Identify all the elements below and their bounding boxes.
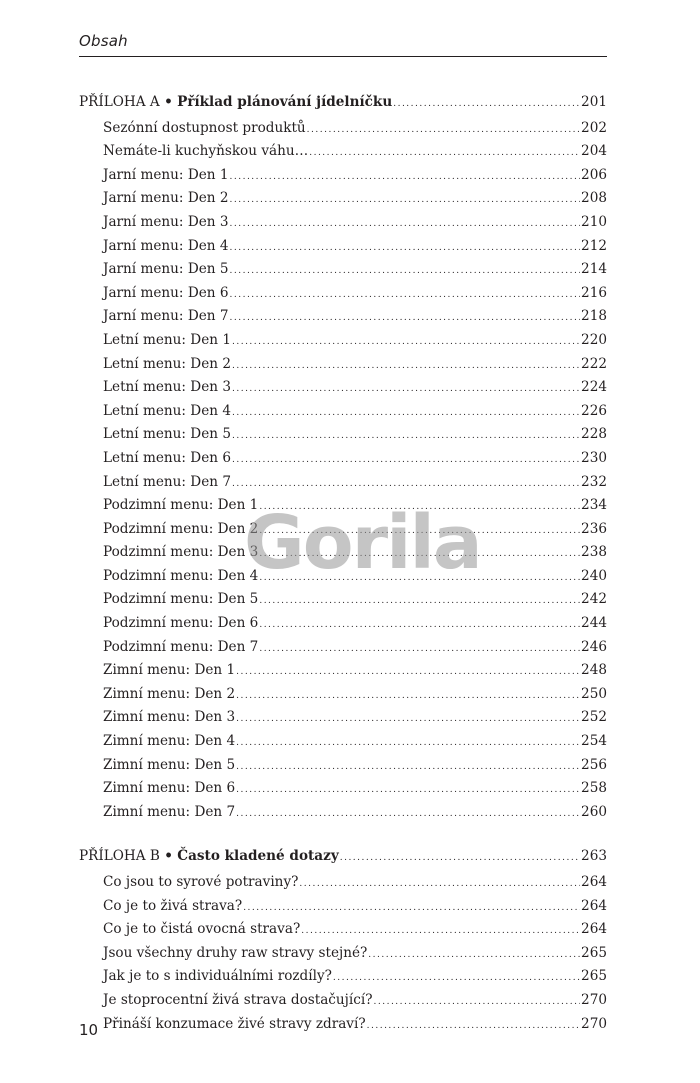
dot-leader (367, 1016, 580, 1038)
dot-leader (230, 167, 581, 189)
toc-entry-label: Zimní menu: Den 5 (103, 756, 236, 773)
toc-entry-page-number: 248 (581, 662, 607, 679)
dot-leader (340, 848, 580, 870)
toc-section-heading[interactable] (79, 846, 607, 870)
dot-leader (333, 968, 580, 990)
toc-entry[interactable] (79, 778, 607, 802)
toc-entry[interactable] (79, 660, 607, 684)
toc-entry[interactable] (79, 495, 607, 519)
dot-leader (236, 686, 580, 708)
dot-leader (232, 379, 580, 401)
toc-entry[interactable] (79, 613, 607, 637)
toc-entry-label: Podzimní menu: Den 4 (103, 567, 259, 584)
toc-entry[interactable] (79, 684, 607, 708)
toc-entry[interactable] (79, 966, 607, 990)
dot-leader (368, 945, 580, 967)
toc-entry-label: Podzimní menu: Den 5 (103, 591, 259, 608)
toc-entry-page-number: 228 (581, 426, 607, 443)
dot-leader (309, 143, 580, 165)
section-heading-label (79, 92, 392, 114)
dot-leader (259, 591, 580, 613)
toc-entry-label: Jarní menu: Den 4 (103, 237, 229, 254)
toc-entry-label: Je stoprocentní živá strava dostačující? (103, 991, 373, 1008)
toc-entry[interactable] (79, 118, 607, 142)
toc-entry-label: Zimní menu: Den 7 (103, 803, 236, 820)
toc-entry-label: Jsou všechny druhy raw stravy stejné? (103, 944, 368, 961)
section-page-number: 201 (581, 94, 607, 110)
toc-entry[interactable] (79, 259, 607, 283)
toc-section (79, 92, 607, 825)
toc-entry-page-number: 250 (581, 685, 607, 702)
toc-entry-page-number: 208 (581, 190, 607, 207)
toc-entry-page-number: 206 (581, 166, 607, 183)
dot-leader (236, 662, 580, 684)
dot-leader (374, 992, 581, 1014)
toc-entry[interactable] (79, 306, 607, 330)
toc-entry-page-number: 230 (581, 449, 607, 466)
dot-leader (230, 308, 581, 330)
toc-entry-label: Letní menu: Den 1 (103, 331, 231, 348)
toc-entry-label: Zimní menu: Den 2 (103, 685, 236, 702)
toc-entry[interactable] (79, 755, 607, 779)
dot-leader (236, 780, 580, 802)
bullet-separator: • (164, 94, 173, 110)
dot-leader (243, 898, 580, 920)
toc-entry-label: Jarní menu: Den 5 (103, 261, 229, 278)
dot-leader (299, 874, 580, 896)
dot-leader (307, 120, 580, 142)
running-header-title: Obsah (79, 32, 128, 50)
dot-leader (232, 403, 580, 425)
toc-entry-label: Jarní menu: Den 3 (103, 213, 229, 230)
toc-entry-label: Zimní menu: Den 3 (103, 709, 236, 726)
toc-entry[interactable] (79, 236, 607, 260)
toc-entry-label: Letní menu: Den 7 (103, 473, 231, 490)
dot-leader (230, 214, 581, 236)
toc-entry-label: Podzimní menu: Den 1 (103, 497, 259, 514)
appendix-prefix: PŘÍLOHA A (79, 94, 160, 110)
toc-entry[interactable] (79, 707, 607, 731)
toc-entry[interactable] (79, 990, 607, 1014)
toc-entry-label: Letní menu: Den 5 (103, 426, 231, 443)
toc-entry-page-number: 265 (581, 968, 607, 985)
toc-entry-page-number: 212 (581, 237, 607, 254)
toc-section-heading[interactable] (79, 92, 607, 116)
toc-entry[interactable] (79, 472, 607, 496)
toc-entry[interactable] (79, 542, 607, 566)
toc-entry-page-number: 244 (581, 615, 607, 632)
toc-entry-page-number: 238 (581, 544, 607, 561)
toc-entry-label: Jarní menu: Den 2 (103, 190, 229, 207)
toc-entry-label: Zimní menu: Den 6 (103, 780, 236, 797)
dot-leader (236, 757, 580, 779)
toc-entry-label: Letní menu: Den 3 (103, 379, 231, 396)
toc-entry[interactable] (79, 424, 607, 448)
toc-entry-label: Nemáte-li kuchyňskou váhu… (103, 143, 309, 160)
dot-leader (232, 332, 580, 354)
dot-leader (301, 921, 580, 943)
toc-entry[interactable] (79, 212, 607, 236)
dot-leader (232, 356, 580, 378)
dot-leader (230, 285, 581, 307)
dot-leader (259, 639, 580, 661)
toc-entry-label: Podzimní menu: Den 2 (103, 520, 259, 537)
header-rule (79, 56, 607, 57)
toc-entry-page-number: 252 (581, 709, 607, 726)
toc-entry-label: Podzimní menu: Den 3 (103, 544, 259, 561)
dot-leader (232, 426, 580, 448)
toc-entry[interactable] (79, 330, 607, 354)
toc-section (79, 846, 607, 1037)
toc-entry[interactable] (79, 354, 607, 378)
toc-entry-page-number: 226 (581, 402, 607, 419)
toc-entry-label: Jarní menu: Den 1 (103, 166, 229, 183)
toc-entry-page-number: 264 (581, 874, 607, 890)
toc-entry-page-number: 236 (581, 520, 607, 537)
toc-entry[interactable] (79, 731, 607, 755)
toc-entry-label: Sezónní dostupnost produktů (103, 119, 306, 136)
toc-entry-page-number: 264 (581, 921, 607, 938)
toc-entry[interactable] (79, 377, 607, 401)
toc-entry-label: Letní menu: Den 2 (103, 355, 231, 372)
toc-entry[interactable] (79, 165, 607, 189)
toc-entry[interactable] (79, 448, 607, 472)
dot-leader (259, 615, 580, 637)
toc-entry-label: Co je to čistá ovocná strava? (103, 921, 301, 938)
toc-entry[interactable] (79, 566, 607, 590)
toc-entry-label: Podzimní menu: Den 6 (103, 615, 259, 632)
toc-entry[interactable] (79, 589, 607, 613)
dot-leader (259, 544, 580, 566)
toc-entry-page-number: 254 (581, 733, 607, 750)
toc-entry-page-number: 204 (581, 143, 607, 160)
toc-entry[interactable] (79, 637, 607, 661)
toc-entry-page-number: 256 (581, 756, 607, 773)
section-page-number: 263 (581, 848, 607, 865)
toc-entry-label: Podzimní menu: Den 7 (103, 638, 259, 655)
dot-leader (236, 804, 580, 826)
toc-entry-page-number: 242 (581, 591, 607, 608)
dot-leader (232, 474, 580, 496)
toc-entry-page-number: 214 (581, 261, 607, 278)
toc-entry-label: Jak je to s individuálními rozdíly? (103, 968, 332, 985)
toc-entry-label: Co jsou to syrové potraviny? (103, 874, 299, 890)
section-title: Často kladené dotazy (177, 848, 339, 865)
toc-entry-page-number: 240 (581, 567, 607, 584)
bullet-separator: • (164, 848, 173, 865)
table-of-contents (79, 92, 607, 1037)
toc-entry-page-number: 210 (581, 213, 607, 230)
appendix-prefix: PŘÍLOHA B (79, 848, 160, 865)
section-heading-label (79, 846, 339, 868)
dot-leader (259, 497, 580, 519)
toc-entry-page-number: 270 (581, 991, 607, 1008)
toc-entry-page-number: 258 (581, 780, 607, 797)
toc-entry-label: Letní menu: Den 4 (103, 402, 231, 419)
toc-entry-page-number: 232 (581, 473, 607, 490)
toc-entry[interactable] (79, 802, 607, 826)
toc-entry[interactable] (79, 919, 607, 943)
toc-entry-label: Co je to živá strava? (103, 897, 243, 914)
toc-entry-label: Přináší konzumace živé stravy zdraví? (103, 1015, 366, 1032)
toc-entry[interactable] (79, 943, 607, 967)
dot-leader (230, 261, 581, 283)
watermark-logo: Gorila (244, 500, 481, 586)
toc-entry-page-number: 202 (581, 119, 607, 136)
page-number: 10 (79, 1021, 99, 1039)
toc-entry[interactable] (79, 519, 607, 543)
toc-entry-page-number: 264 (581, 897, 607, 914)
dot-leader (232, 450, 580, 472)
toc-entry-label: Letní menu: Den 6 (103, 449, 231, 466)
dot-leader (259, 568, 580, 590)
toc-entry-page-number: 216 (581, 284, 607, 301)
dot-leader (230, 238, 581, 260)
toc-entry-label: Jarní menu: Den 6 (103, 284, 229, 301)
toc-entry-page-number: 246 (581, 638, 607, 655)
toc-entry-page-number: 222 (581, 355, 607, 372)
dot-leader (236, 733, 580, 755)
dot-leader (230, 190, 581, 212)
dot-leader (236, 709, 580, 731)
toc-entry-page-number: 224 (581, 379, 607, 396)
toc-entry[interactable] (79, 283, 607, 307)
toc-entry-label: Zimní menu: Den 1 (103, 662, 236, 679)
toc-entry-page-number: 260 (581, 803, 607, 820)
toc-entry-page-number: 220 (581, 331, 607, 348)
toc-entry[interactable] (79, 401, 607, 425)
toc-entry-page-number: 270 (581, 1015, 607, 1032)
toc-entry-page-number: 234 (581, 497, 607, 514)
toc-entry-page-number: 218 (581, 308, 607, 325)
toc-entry-label: Jarní menu: Den 7 (103, 308, 229, 325)
toc-entry[interactable] (79, 188, 607, 212)
toc-entry[interactable] (79, 1014, 607, 1038)
dot-leader (393, 94, 580, 116)
dot-leader (259, 521, 580, 543)
section-title: Příklad plánování jídelníčku (177, 94, 393, 110)
toc-entry-label: Zimní menu: Den 4 (103, 733, 236, 750)
toc-entry-page-number: 265 (581, 944, 607, 961)
toc-entry[interactable] (79, 141, 607, 165)
toc-entry[interactable] (79, 872, 607, 896)
toc-entry[interactable] (79, 896, 607, 920)
